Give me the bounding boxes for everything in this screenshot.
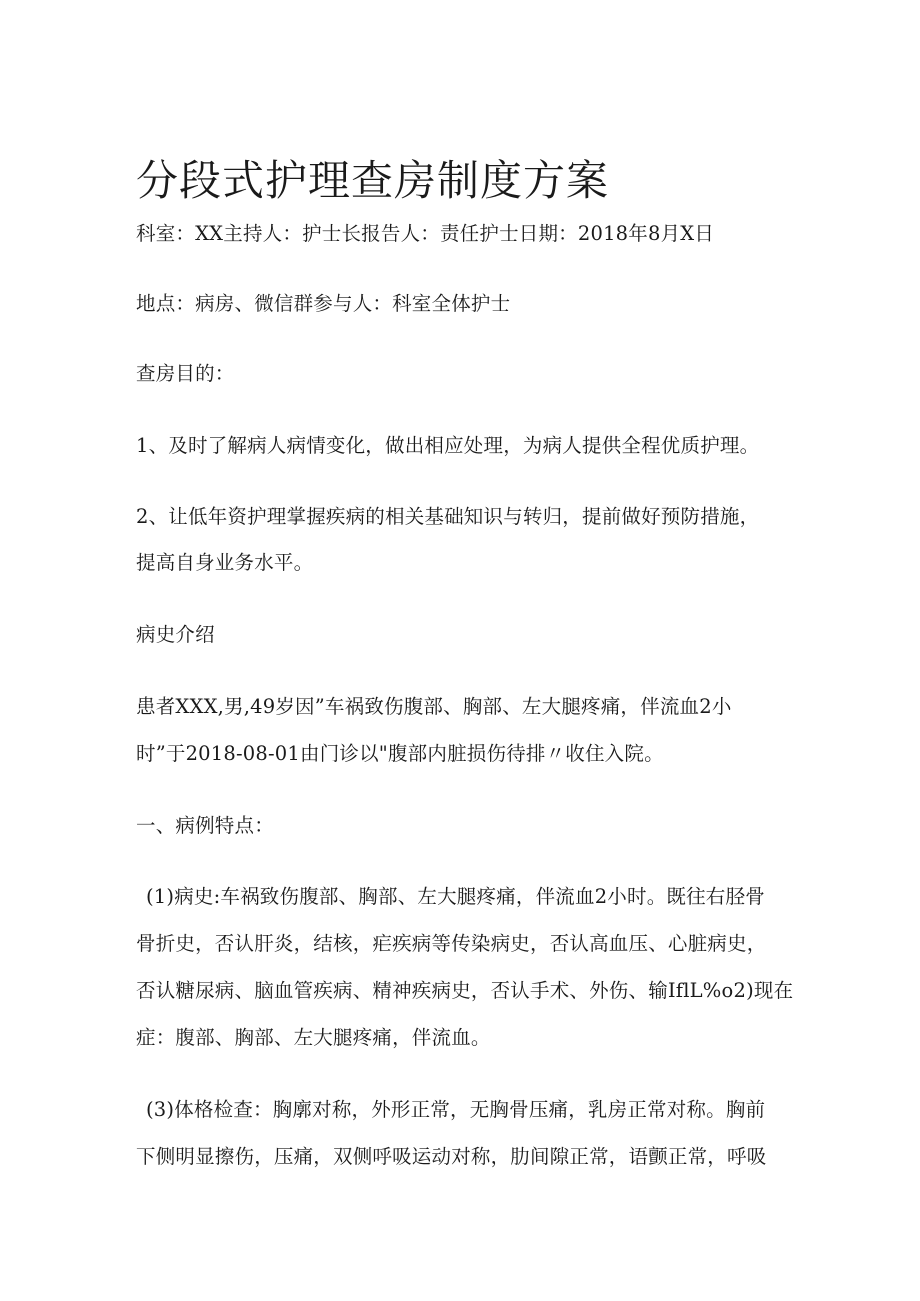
paragraph-line: (3)体格检查：胸廓对称，外形正常，无胸骨压痛，乳房正常对称。胸前 — [146, 1098, 766, 1121]
section-heading: 一、病例特点： — [136, 814, 274, 837]
paragraph-line: 否认糖尿病、脑血管疾病、精神疾病史，否认手术、外伤、输IflL%o2)现在 — [136, 979, 794, 1002]
paragraph-line: 骨折史，否认肝炎，结核，疟疾病等传染病史，否认高血压、心脏病史， — [136, 932, 767, 955]
paragraph-line: 提高自身业务水平。 — [136, 551, 314, 574]
paragraph-line: 时”于2018-08-01由门诊以"腹部内脏损伤待排〃收住入院。 — [136, 742, 664, 765]
paragraph-line: 下侧明显擦伤，压痛，双侧呼吸运动对称，肋间隙正常，语颤正常，呼吸 — [136, 1145, 767, 1168]
paragraph-line: 1、及时了解病人病情变化，做出相应处理，为病人提供全程优质护理。 — [136, 434, 760, 457]
location-line: 地点：病房、微信群参与人：科室全体护士 — [136, 292, 511, 315]
paragraph-line: 症：腹部、胸部、左大腿疼痛，伴流血。 — [136, 1026, 491, 1049]
document-title: 分段式护理查房制度方案 — [136, 156, 610, 206]
section-heading: 病史介绍 — [136, 623, 215, 646]
paragraph-line: 2、让低年资护理掌握疾病的相关基础知识与转归，提前做好预防措施， — [136, 505, 760, 528]
paragraph-line: 患者XXX,男,49岁因”车祸致伤腹部、胸部、左大腿疼痛，伴流血2小 — [136, 695, 732, 718]
paragraph-line: (1)病史:车祸致伤腹部、胸部、左大腿疼痛，伴流血2小时。既往右胫骨 — [146, 885, 765, 908]
meta-line: 科室：XX主持人：护士长报告人：责任护士日期：2018年8月X日 — [136, 222, 715, 245]
section-heading: 查房目的： — [136, 362, 235, 385]
